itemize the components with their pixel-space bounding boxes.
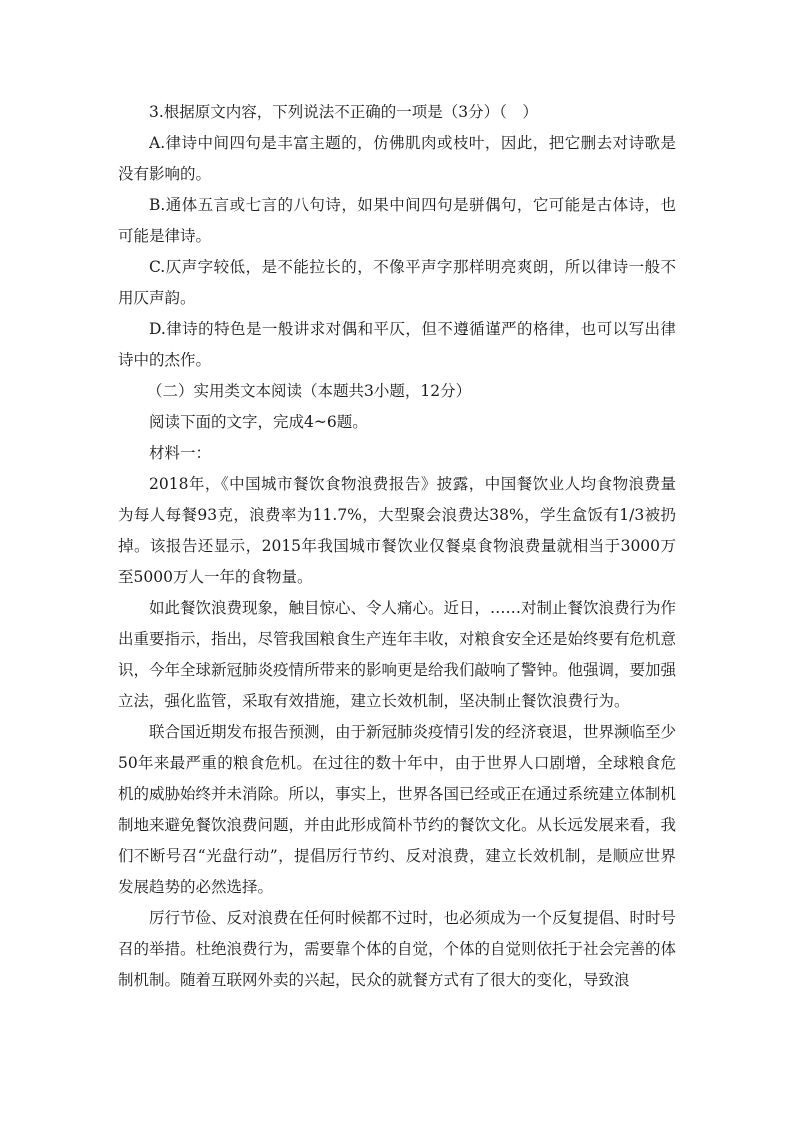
question-3-option-b: B.通体五言或七言的八句诗，如果中间四句是骈偶句，它可能是古体诗，也可能是律诗。 (118, 196, 676, 245)
page-content (118, 97, 676, 996)
question-3-option-d: D.律诗的特色是一般讲求对偶和平仄，但不遵循谨严的格律，也可以写出律诗中的杰作。 (118, 320, 676, 369)
material-label: 材料一： (149, 444, 212, 462)
material-paragraph-3: 联合国近期发布报告预测，由于新冠肺炎疫情引发的经济衰退，世界濒临至少50年来最严重的粮食危机。在过往的数十年中，由于世界人口剧增，全球粮食危机的威胁始终并未消除。所以，事实上，世界各国已经或正在通过系统建立体制机制地来避免餐饮浪费问题，并由此形成简朴节约的餐饮文化。从长远发展来看，我们不断号召“光盘行动”，提倡厉行节约、反对浪费，建立长效机制，是顺应世界发展趋势的必然选择。 (118, 723, 677, 896)
section-heading: （二）实用类文本阅读（本题共3小题，12分） (147, 382, 472, 400)
material-paragraph-2: 如此餐饮浪费现象，触目惊心、令人痛心。近日，……对制止餐饮浪费行为作出重要指示，指出，尽管我国粮食生产连年丰收，对粮食安全还是始终要有危机意识，今年全球新冠肺炎疫情所带来的影响更是给我们敲响了警钟。他强调，要加强立法，强化监管，采取有效措施，建立长效机制，坚决制止餐饮浪费行为。 (118, 599, 677, 710)
question-3-stem: 3.根据原文内容，下列说法不正确的一项是（3分）（ ） (149, 103, 538, 121)
question-3-option-c: C.仄声字较低，是不能拉长的，不像平声字那样明亮爽朗，所以律诗一般不用仄声韵。 (118, 258, 676, 307)
material-paragraph-1: 2018年，《中国城市餐饮食物浪费报告》披露，中国餐饮业人均食物浪费量为每人每餐93克，浪费率为11.7%，大型聚会浪费达38%，学生盒饭有1/3被扔掉。该报告还显示，2015年我国城市餐饮业仅餐桌食物浪费量就相当于3000万至5000万人一年的食物量。 (118, 475, 676, 586)
question-3-option-a: A.律诗中间四句是丰富主题的，仿佛肌肉或枝叶，因此，把它删去对诗歌是没有影响的。 (118, 134, 676, 183)
material-paragraph-4: 厉行节俭、反对浪费在任何时候都不过时，也必须成为一个反复提倡、时时号召的举措。杜绝浪费行为，需要靠个体的自觉，个体的自觉则依托于社会完善的体制机制。随着互联网外卖的兴起，民众的就餐方式有了很大的变化，导致浪 (118, 909, 677, 989)
reading-instruction: 阅读下面的文字，完成4~6题。 (149, 413, 368, 431)
